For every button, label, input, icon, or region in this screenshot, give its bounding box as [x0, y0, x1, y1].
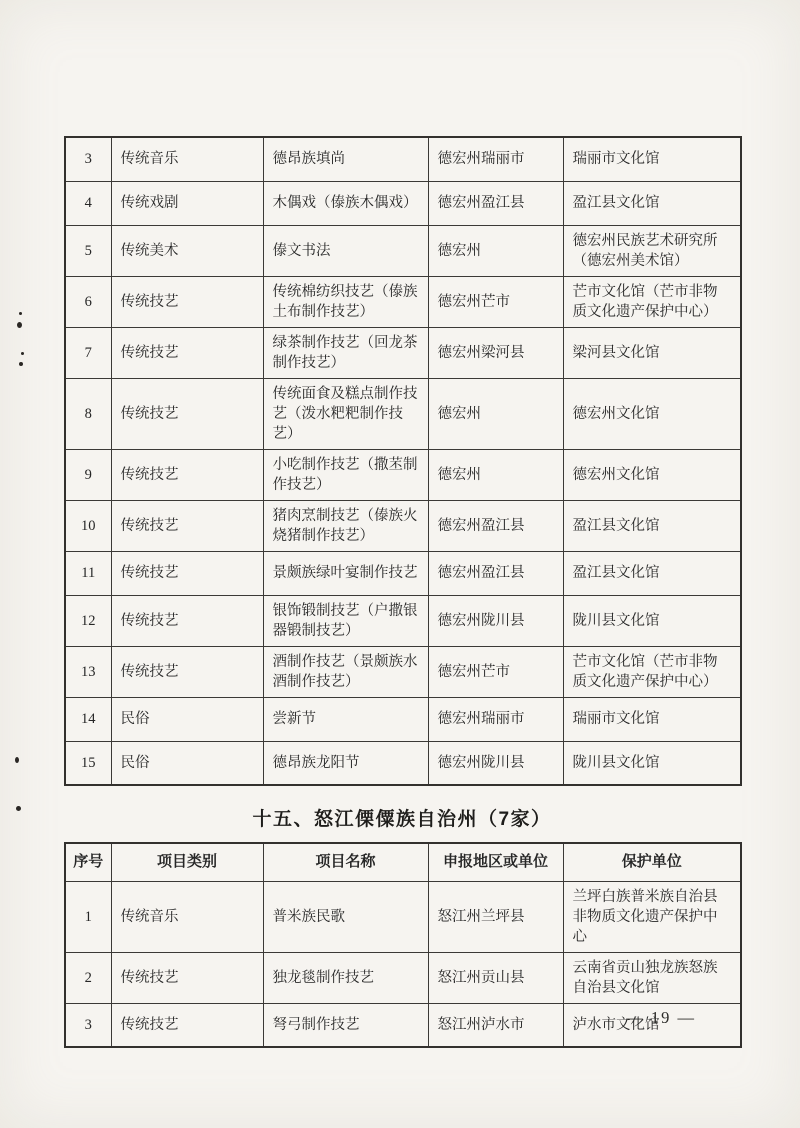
category-cell: 传统技艺 [111, 500, 263, 551]
table-row [65, 646, 741, 697]
protection-unit-cell: 瑞丽市文化馆 [563, 137, 741, 181]
category-cell: 传统技艺 [111, 449, 263, 500]
category-cell: 传统美术 [111, 225, 263, 276]
row-number-cell: 4 [65, 181, 111, 225]
table-row [65, 225, 741, 276]
region-cell: 德宏州 [428, 225, 563, 276]
ink-speck [21, 352, 24, 355]
category-cell: 传统技艺 [111, 378, 263, 449]
table-row [65, 500, 741, 551]
page-content [64, 136, 740, 1048]
row-number-cell: 11 [65, 551, 111, 595]
category-cell: 传统技艺 [111, 1003, 263, 1047]
table-row [65, 551, 741, 595]
project-name-cell: 传统棉纺织技艺（傣族土布制作技艺） [263, 276, 428, 327]
category-cell: 传统技艺 [111, 952, 263, 1003]
region-cell: 德宏州芒市 [428, 276, 563, 327]
category-cell: 民俗 [111, 741, 263, 785]
protection-unit-cell: 云南省贡山独龙族怒族自治县文化馆 [563, 952, 741, 1003]
table-row [65, 327, 741, 378]
header-cell-number: 序号 [65, 843, 111, 881]
region-cell: 德宏州瑞丽市 [428, 697, 563, 741]
project-name-cell: 小吃制作技艺（撒苤制作技艺） [263, 449, 428, 500]
ink-speck [16, 806, 21, 811]
category-cell: 传统戏剧 [111, 181, 263, 225]
protection-unit-cell: 陇川县文化馆 [563, 595, 741, 646]
project-name-cell: 猪肉烹制技艺（傣族火烧猪制作技艺） [263, 500, 428, 551]
protection-unit-cell: 兰坪白族普米族自治县非物质文化遗产保护中心 [563, 881, 741, 952]
project-name-cell: 木偶戏（傣族木偶戏） [263, 181, 428, 225]
table-row [65, 595, 741, 646]
heritage-table-dehong [64, 136, 742, 786]
region-cell: 德宏州盈江县 [428, 551, 563, 595]
protection-unit-cell: 陇川县文化馆 [563, 741, 741, 785]
table-row [65, 881, 741, 952]
category-cell: 民俗 [111, 697, 263, 741]
region-cell: 德宏州梁河县 [428, 327, 563, 378]
row-number-cell: 3 [65, 137, 111, 181]
header-cell-project-name: 项目名称 [263, 843, 428, 881]
region-cell: 德宏州盈江县 [428, 181, 563, 225]
protection-unit-cell: 盈江县文化馆 [563, 181, 741, 225]
table-header-row [65, 843, 741, 881]
category-cell: 传统技艺 [111, 595, 263, 646]
protection-unit-cell: 泸水市文化馆 [563, 1003, 741, 1047]
section-title: 十五、怒江傈僳族自治州（7家） [252, 809, 552, 830]
row-number-cell: 2 [65, 952, 111, 1003]
project-name-cell: 德昂族龙阳节 [263, 741, 428, 785]
protection-unit-cell: 德宏州民族艺术研究所（德宏州美术馆） [563, 225, 741, 276]
region-cell: 怒江州兰坪县 [428, 881, 563, 952]
category-cell: 传统技艺 [111, 646, 263, 697]
category-cell: 传统音乐 [111, 137, 263, 181]
project-name-cell: 弩弓制作技艺 [263, 1003, 428, 1047]
project-name-cell: 酒制作技艺（景颇族水酒制作技艺） [263, 646, 428, 697]
table-row [65, 697, 741, 741]
row-number-cell: 12 [65, 595, 111, 646]
region-cell: 德宏州陇川县 [428, 741, 563, 785]
project-name-cell: 景颇族绿叶宴制作技艺 [263, 551, 428, 595]
ink-speck [19, 362, 23, 366]
region-cell: 德宏州 [428, 378, 563, 449]
region-cell: 德宏州芒市 [428, 646, 563, 697]
category-cell: 传统技艺 [111, 276, 263, 327]
table1-body [65, 137, 741, 785]
region-cell: 怒江州贡山县 [428, 952, 563, 1003]
page-number: — 19 — [626, 1008, 696, 1027]
protection-unit-cell: 瑞丽市文化馆 [563, 697, 741, 741]
protection-unit-cell: 芒市文化馆（芒市非物质文化遗产保护中心） [563, 276, 741, 327]
row-number-cell: 7 [65, 327, 111, 378]
row-number-cell: 10 [65, 500, 111, 551]
project-name-cell: 尝新节 [263, 697, 428, 741]
table-row [65, 952, 741, 1003]
header-cell-region: 申报地区或单位 [428, 843, 563, 881]
protection-unit-cell: 盈江县文化馆 [563, 500, 741, 551]
region-cell: 德宏州 [428, 449, 563, 500]
project-name-cell: 普米族民歌 [263, 881, 428, 952]
row-number-cell: 1 [65, 881, 111, 952]
protection-unit-cell: 芒市文化馆（芒市非物质文化遗产保护中心） [563, 646, 741, 697]
region-cell: 德宏州瑞丽市 [428, 137, 563, 181]
project-name-cell: 绿茶制作技艺（回龙茶制作技艺） [263, 327, 428, 378]
header-cell-category: 项目类别 [111, 843, 263, 881]
project-name-cell: 傣文书法 [263, 225, 428, 276]
row-number-cell: 8 [65, 378, 111, 449]
protection-unit-cell: 德宏州文化馆 [563, 378, 741, 449]
category-cell: 传统音乐 [111, 881, 263, 952]
table-row [65, 181, 741, 225]
ink-speck [19, 312, 22, 315]
row-number-cell: 15 [65, 741, 111, 785]
region-cell: 德宏州盈江县 [428, 500, 563, 551]
row-number-cell: 6 [65, 276, 111, 327]
row-number-cell: 13 [65, 646, 111, 697]
project-name-cell: 德昂族填尚 [263, 137, 428, 181]
table-row [65, 378, 741, 449]
region-cell: 德宏州陇川县 [428, 595, 563, 646]
header-cell-protection-unit: 保护单位 [563, 843, 741, 881]
row-number-cell: 3 [65, 1003, 111, 1047]
table-row [65, 741, 741, 785]
project-name-cell: 银饰锻制技艺（户撒银器锻制技艺） [263, 595, 428, 646]
protection-unit-cell: 盈江县文化馆 [563, 551, 741, 595]
project-name-cell: 传统面食及糕点制作技艺（泼水粑粑制作技艺） [263, 378, 428, 449]
protection-unit-cell: 梁河县文化馆 [563, 327, 741, 378]
ink-speck [17, 322, 22, 328]
row-number-cell: 5 [65, 225, 111, 276]
table-row [65, 137, 741, 181]
category-cell: 传统技艺 [111, 551, 263, 595]
project-name-cell: 独龙毯制作技艺 [263, 952, 428, 1003]
category-cell: 传统技艺 [111, 327, 263, 378]
ink-speck [15, 757, 19, 763]
region-cell: 怒江州泸水市 [428, 1003, 563, 1047]
table-row [65, 449, 741, 500]
row-number-cell: 9 [65, 449, 111, 500]
protection-unit-cell: 德宏州文化馆 [563, 449, 741, 500]
row-number-cell: 14 [65, 697, 111, 741]
table-row [65, 276, 741, 327]
